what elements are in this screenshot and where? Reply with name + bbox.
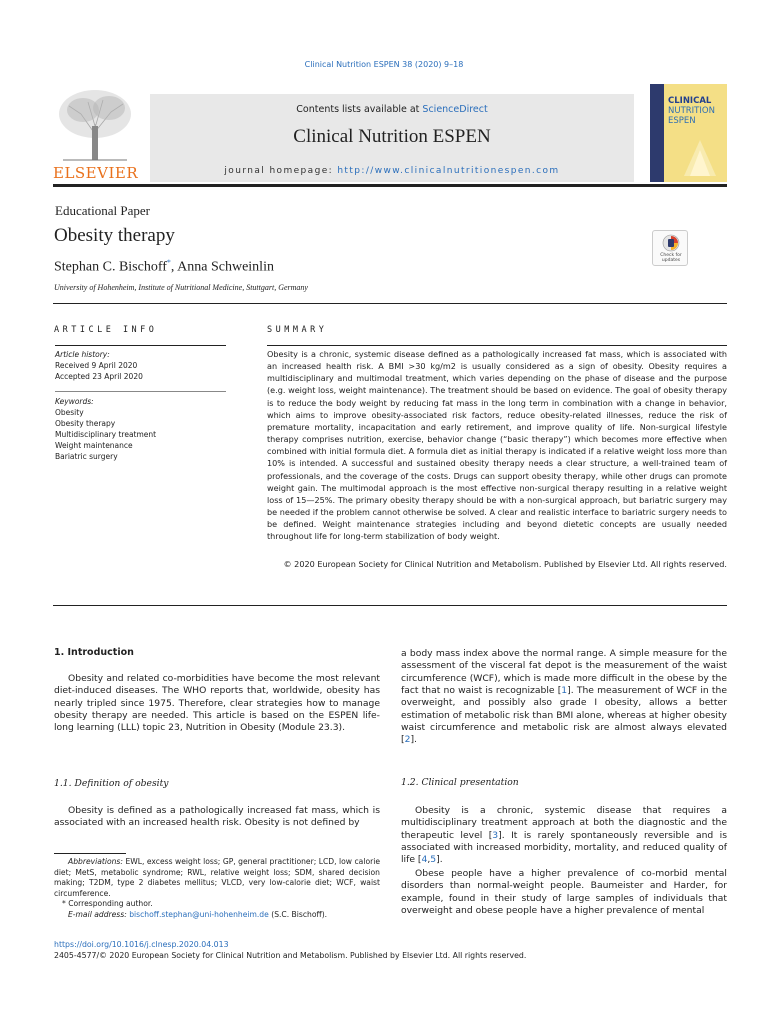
article-info-rule [55, 345, 226, 346]
summary-rule [267, 345, 727, 346]
corresponding-author-mark[interactable]: * [166, 258, 171, 267]
summary-end-rule [53, 605, 727, 606]
waist-paragraph [401, 648, 727, 747]
footnotes [54, 857, 380, 920]
author-separator: , [170, 259, 178, 275]
elsevier-tree-logo [53, 84, 137, 184]
title-rule [53, 303, 727, 304]
paper-type: Educational Paper [55, 203, 150, 218]
article-history [55, 349, 225, 382]
doi-link[interactable]: https://doi.org/10.1016/j.clnesp.2020.04.013 [54, 940, 229, 949]
author-list [54, 258, 274, 276]
check-for-updates-badge[interactable] [652, 230, 688, 266]
clinical-text-b: ]. It is rarely spontaneously reversible and is associated with increased morbidity, mortality, and reduced quality of life [ [401, 829, 728, 866]
contents-prefix: Contents lists available at [296, 104, 423, 115]
cover-title-line-3: ESPEN [668, 116, 696, 126]
cover-graphic [680, 136, 720, 180]
received-date: Received 9 April 2020 [55, 361, 138, 370]
author-bischoff[interactable]: Stephan C. Bischoff [54, 259, 167, 275]
reference-separator: , [427, 854, 431, 866]
homepage-link[interactable]: http://www.clinicalnutritionespen.com [337, 166, 560, 176]
cover-title-line-2: NUTRITION [668, 106, 715, 116]
author-schweinlin[interactable]: Anna Schweinlin [177, 259, 274, 275]
reference-link[interactable]: 3 [492, 829, 499, 841]
clinical-paragraph-2: Obese people have a higher prevalence of co-morbid mental disorders than normal-weight people. Baumeister and Harder, for example, found in their study of large samples of individuals that overweight and obese people have a higher prevalence of mental [401, 868, 727, 917]
clinical-text-a: Obesity is a chronic, systemic disease that requires a multidisciplinary treatment approach at both the diagnostic and the therapeutic level [ [401, 805, 727, 841]
reference-link[interactable]: 1 [561, 685, 568, 697]
elsevier-wordmark: ELSEVIER [53, 164, 139, 182]
email-suffix: (S.C. Bischoff). [268, 909, 328, 919]
contents-line [150, 104, 634, 115]
summary-heading: SUMMARY [267, 325, 328, 335]
keywords-label: Keywords: [55, 397, 94, 406]
journal-citation[interactable]: Clinical Nutrition ESPEN 38 (2020) 9–18 [304, 60, 464, 69]
journal-cover-thumbnail [650, 84, 727, 182]
section-heading-introduction: 1. Introduction [54, 647, 134, 658]
accepted-date: Accepted 23 April 2020 [55, 372, 143, 381]
check-updates-icon [662, 234, 680, 252]
corresponding-footnote: * Corresponding author. [62, 899, 153, 908]
reference-link[interactable]: 2 [404, 734, 411, 746]
journal-banner [150, 94, 634, 182]
section-heading-definition: 1.1. Definition of obesity [54, 778, 169, 789]
section-heading-clinical-presentation: 1.2. Clinical presentation [401, 777, 519, 788]
clinical-text-c: ]. [436, 854, 443, 866]
footnote-rule [54, 853, 126, 854]
cover-title-line-1: CLINICAL [668, 96, 712, 106]
journal-name: Clinical Nutrition ESPEN [293, 126, 491, 147]
abbreviations-footnote [54, 857, 380, 899]
issn-copyright: 2405-4577/© 2020 European Society for Clinical Nutrition and Metabolism. Published by Elsevier Ltd. All rights reserved. [54, 951, 527, 960]
reference-link[interactable]: 4 [421, 854, 428, 866]
keyword-item: Multidisciplinary treatment [55, 430, 157, 439]
article-info-heading: ARTICLE INFO [54, 325, 158, 335]
sciencedirect-link[interactable]: ScienceDirect [422, 104, 488, 115]
keyword-item: Obesity [55, 408, 84, 417]
check-updates-label: Check for updates [660, 253, 682, 263]
summary-copyright: © 2020 European Society for Clinical Nutrition and Metabolism. Published by Elsevier Ltd. All rights reserved. [283, 559, 727, 569]
waist-text-b: ]. The measurement of WCF in the overweight, and possibly also grade I obesity, allows a better estimation of metabolic risk than BMI alone, whereas at higher obesity waist circumference and metabolic risk are almost always elevated [ [401, 685, 728, 746]
article-title: Obesity therapy [54, 225, 175, 246]
author-email-link[interactable]: bischoff.stephan@uni-hohenheim.de [129, 909, 269, 919]
journal-header [53, 84, 727, 184]
clinical-paragraph-1 [401, 805, 727, 867]
reference-link[interactable]: 5 [430, 854, 437, 866]
email-footnote [54, 910, 380, 921]
abbreviations-text: EWL, excess weight loss; GP, general practitioner; LCD, low calorie diet; MetS, metabolic syndrome; RWL, relative weight loss; SDM, shared decision making; T2DM, type 2 diabetes mellitus; VLCD, very low-calorie diet; WCF, waist circumference. [54, 857, 380, 898]
waist-text-c: ]. [410, 734, 417, 746]
author-affiliation: University of Hohenheim, Institute of Nutritional Medicine, Stuttgart, Germany [54, 283, 308, 292]
waist-text-a: a body mass index above the normal range. A simple measure for the assessment of the visceral fat depot is the measurement of the waist circumference (WCF), which is made more difficult in the obese by the fact that no waist is recognizable [ [401, 648, 727, 697]
cover-title [668, 96, 715, 126]
email-label: E-mail address: [68, 909, 127, 919]
keywords-rule [55, 391, 226, 392]
keyword-item: Bariatric surgery [55, 452, 118, 461]
header-rule [53, 184, 727, 187]
abbreviations-label: Abbreviations: [68, 857, 123, 866]
history-label: Article history: [55, 350, 110, 359]
journal-homepage [150, 166, 634, 176]
summary-text: Obesity is a chronic, systemic disease defined as a pathologically increased fat mass, which is associated with an increased health risk. A BMI >30 kg/m2 is usually considered as a sign of obesity. Obesity requires a multidisciplinary and multimodal treatment, which varies depending on the phase of disease and the purpose (e.g. weight loss, weight maintenance). The treatment should be based on evidence. The goal of obesity therapy is to reduce the body weight by reducing fat mass in the long term in combination with a change in behavior, which aims to improve obesity-associated risk factors, reduce obesity-related illnesses, reduce the risk of premature mortality, incapacitation and early retirement, and improve quality of life. Non-surgical lifestyle therapy comprises nutrition, exercise, behavior change (“basic therapy”) which becomes more effective when combined with initial formula diet. A formula diet as initial therapy is indicated if a relative weight loss more than 10% is intended. A successful and sustained obesity therapy needs a clear structure, a well-trained team of professionals, and the coverage of the costs. Drugs can support obesity therapy, while other drugs can promote weight gain. The multimodal approach is the most effective non-surgical therapy resulting in a relative weight loss of 15—25%. The primary obesity therapy should be with a non-surgical approach, but bariatric surgery may be needed if the problem cannot otherwise be solved. A clear and realistic interface to bariatric surgery needs to be defined. Weight maintenance strategies including and beyond dietetic concepts are usually needed throughout life for long-term stabilization of body weight. [267, 349, 727, 542]
keywords-block [55, 396, 225, 462]
homepage-prefix: journal homepage: [224, 166, 338, 176]
keyword-item: Weight maintenance [55, 441, 133, 450]
cover-strip [650, 84, 664, 182]
introduction-paragraph: Obesity and related co-morbidities have become the most relevant diet-induced diseases. The WHO reports that, worldwide, obesity has nearly tripled since 1975. Therefore, clear strategies how to manage obesity therapy are needed. This article is based on the ESPEN life-long learning (LLL) topic 23, Nutrition in Obesity (Module 23.3). [54, 673, 380, 734]
keyword-item: Obesity therapy [55, 419, 116, 428]
definition-paragraph: Obesity is defined as a pathologically increased fat mass, which is associated with an increased health risk. Obesity is not defined by [54, 805, 380, 829]
